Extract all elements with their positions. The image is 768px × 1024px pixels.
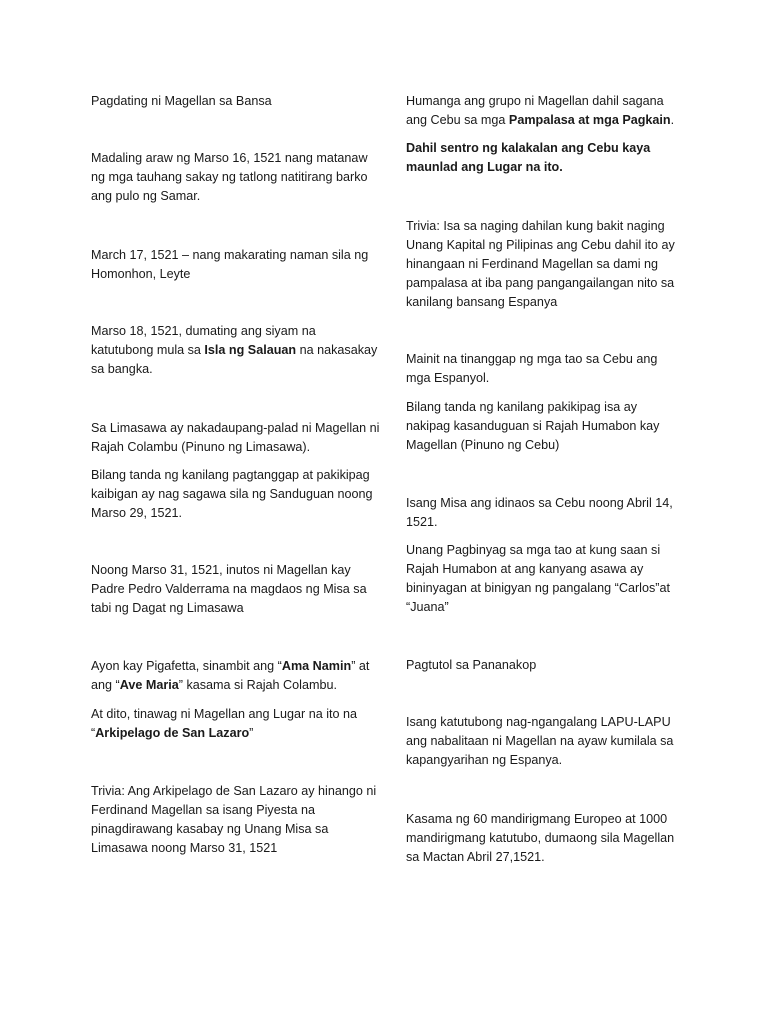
paragraph-text: Pagtutol sa Pananakop: [406, 658, 537, 672]
bold-text: Isla ng Salauan: [204, 343, 297, 357]
paragraph-text: Pagdating ni Magellan sa Bansa: [91, 94, 272, 108]
paragraph-text: Mainit na tinanggap ng mga tao sa Cebu ang mga Espanyol.: [406, 352, 658, 385]
paragraph-text: Unang Pagbinyag sa mga tao at kung saan si Rajah Humabon at ang kanyang asawa ay bininyagan at binigyan ng pangalang “Carlos”at “Juana”: [406, 543, 670, 614]
paragraph-text: Isang Misa ang idinaos sa Cebu noong Abril 14, 1521.: [406, 496, 673, 529]
paragraph-text: Isang katutubong nag-ngangalang LAPU-LAPU ang nabalitaan ni Magellan na ayaw kumilala sa kapangyarihan ng Espanya.: [406, 715, 674, 767]
paragraph-limasawa: [91, 419, 381, 457]
paragraph-text: Bilang tanda ng kanilang pakikipag isa ay nakipag kasanduguan si Rajah Humabon kay Magellan (Pinuno ng Cebu): [406, 400, 660, 452]
paragraph-heading-pagdating: [91, 92, 272, 111]
paragraph-text: Kasama ng 60 mandirigmang Europeo at 1000 mandirigmang katutubo, dumaong sila Magellan sa Mactan Abril 27,1521.: [406, 812, 675, 864]
paragraph-sanduguan: [91, 466, 381, 523]
paragraph-text: Trivia: Isa sa naging dahilan kung bakit naging Unang Kapital ng Pilipinas ang Cebu dahil ito ay hinangaan ni Ferdinand Magellan sa dami ng pampalasa at iba pang pangangailangan nito sa kanilang bansang Espanya: [406, 219, 675, 309]
paragraph-text: Ayon kay Pigafetta, sinambit ang “: [91, 659, 282, 673]
paragraph-pigafetta: [91, 657, 381, 695]
paragraph-text: Bilang tanda ng kanilang pagtanggap at pakikipag kaibigan ay nag sagawa sila ng Sanduguan noong Marso 29, 1521.: [91, 468, 373, 520]
paragraph-text: .: [670, 113, 675, 127]
paragraph-text: March 17, 1521 – nang makarating naman sila ng Homonhon, Leyte: [91, 248, 369, 281]
paragraph-misa-cebu: [406, 494, 681, 532]
paragraph-march-17: [91, 246, 381, 284]
bold-text: Pampalasa at mga Pagkain: [508, 113, 671, 127]
bold-text: Ama Namin: [281, 659, 352, 673]
paragraph-trivia-cebu: [406, 217, 681, 312]
paragraph-text: Madaling araw ng Marso 16, 1521 nang matanaw ng mga tauhang sakay ng tatlong natitirang barko ang pulo ng Samar.: [91, 151, 368, 203]
paragraph-text: Sa Limasawa ay nakadaupang-palad ni Magellan ni Rajah Colambu (Pinuno ng Limasawa).: [91, 421, 380, 454]
bold-text: Dahil sentro ng kalakalan ang Cebu kaya maunlad ang Lugar na ito.: [406, 141, 651, 174]
paragraph-text: na nakasakay sa bangka.: [91, 343, 378, 376]
paragraph-trivia-san-lazaro: [91, 782, 381, 858]
paragraph-text: Trivia: Ang Arkipelago de San Lazaro ay hinango ni Ferdinand Magellan sa isang Piyesta na pinagdirawang kasabay ng Unang Misa sa Limasawa noong Marso 31, 1521: [91, 784, 377, 855]
paragraph-marso-31: [91, 561, 381, 618]
paragraph-mainit-tinanggap: [406, 350, 681, 388]
paragraph-pagtutol-heading: [406, 656, 536, 675]
paragraph-sentro-kalakalan: [406, 139, 681, 177]
bold-text: Ave Maria: [119, 678, 179, 692]
paragraph-lapu-lapu: [406, 713, 681, 770]
paragraph-text: ” at ang “: [91, 659, 370, 692]
paragraph-humanga: [406, 92, 681, 130]
paragraph-text: Marso 18, 1521, dumating ang siyam na katutubong mula sa: [91, 324, 316, 357]
paragraph-marso-18: [91, 322, 381, 379]
paragraph-text: At dito, tinawag ni Magellan ang Lugar na ito na “: [91, 707, 358, 740]
paragraph-marso-16: [91, 149, 381, 206]
paragraph-text: Noong Marso 31, 1521, inutos ni Magellan kay Padre Pedro Valderrama na magdaos ng Misa sa tabi ng Dagat ng Limasawa: [91, 563, 367, 615]
paragraph-mactan: [406, 810, 681, 867]
paragraph-text: ” kasama si Rajah Colambu.: [178, 678, 337, 692]
bold-text: Arkipelago de San Lazaro: [95, 726, 250, 740]
paragraph-san-lazaro: [91, 705, 381, 743]
paragraph-text: Humanga ang grupo ni Magellan dahil sagana ang Cebu sa mga: [406, 94, 664, 127]
paragraph-kasanduguan-humabon: [406, 398, 681, 455]
paragraph-text: ”: [249, 726, 254, 740]
paragraph-unang-pagbinyag: [406, 541, 681, 617]
